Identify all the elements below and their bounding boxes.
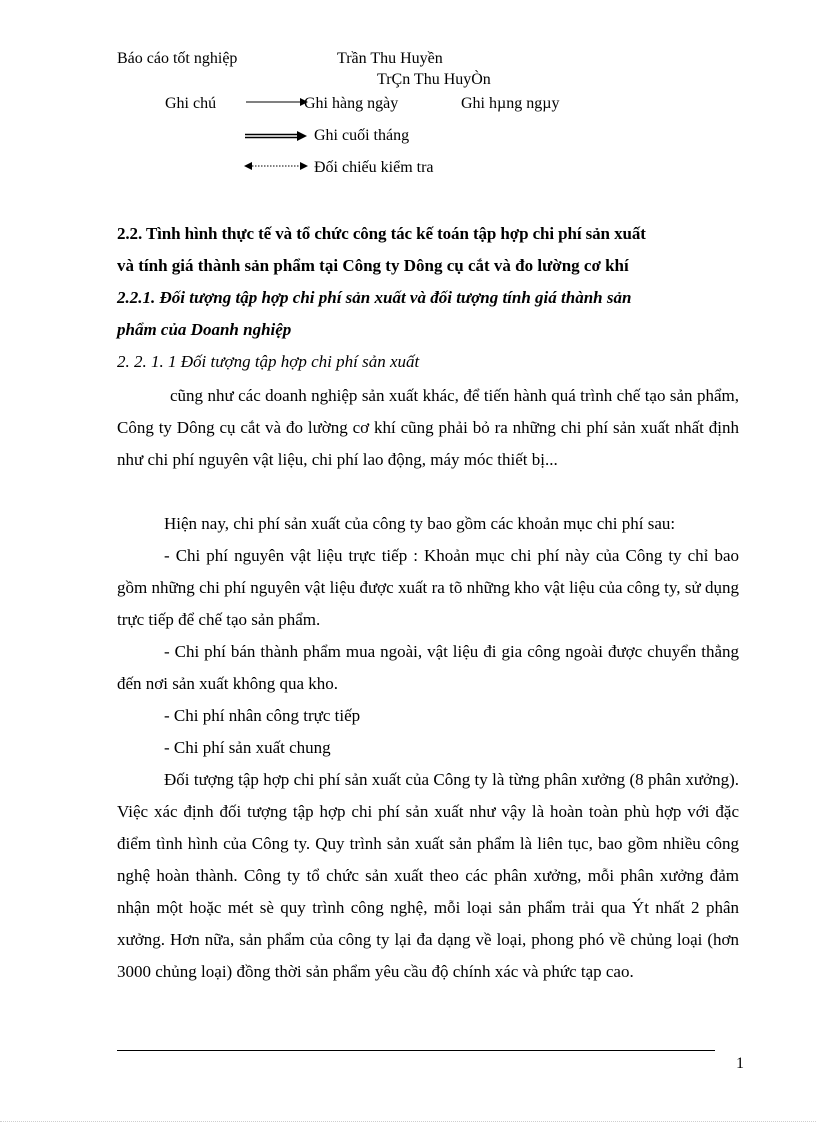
section-heading-line2: và tính giá thành sản phẩm tại Công ty Dông cụ cắt và đo lường cơ khí bbox=[117, 256, 629, 275]
subsection-heading-line2: phẩm của Doanh nghiệp bbox=[117, 320, 292, 339]
paragraph-overhead: - Chi phí sản xuất chung bbox=[164, 738, 331, 757]
header-left: Báo cáo tốt nghiệp bbox=[117, 50, 238, 67]
header-author: Trần Thu Huyền bbox=[337, 50, 443, 67]
section-heading-line1: 2.2. Tình hình thực tế và tổ chức công tác kế toán tập hợp chi phí sản xuất bbox=[117, 224, 646, 243]
paragraph-direct-labor: - Chi phí nhân công trực tiếp bbox=[164, 706, 361, 725]
subsection-heading-line1: 2.2.1. Đối tượng tập hợp chi phí sản xuất và đối tượng tính giá thành sản bbox=[117, 288, 632, 307]
legend-daily: Ghi hàng ngày bbox=[304, 95, 399, 112]
legend-check: Đối chiếu kiểm tra bbox=[314, 159, 434, 176]
thin-arrow-icon bbox=[246, 96, 308, 108]
paragraph-cost-objects: Đối tượng tập hợp chi phí sản xuất của Công ty là từng phân xưởng (8 phân xưởng). Việc xác định đối tượng tập hợp chi phí sản xuất như vậy là hoàn toàn phù hợp với đặc điểm tình hình của Công ty. Quy trình sản xuất sản phẩm là liên tục, bao gồm nhiều công nghệ hoàn thành. Công ty tổ chức sản xuất theo các phân xưởng, mỗi phân xưởng đảm nhận một hoặc mét sè quy trình công nghệ, mỗi loại sản phẩm trải qua Ýt nhất 2 phân xưởng. Hơn nữa, sản phẩm của công ty lại đa dạng về loại, phong phó về chủng loại (hơn 3000 chủng loại) đồng thời sản phẩm yêu cầu độ chính xác và phức tạp cao. bbox=[117, 770, 739, 981]
legend-month-end: Ghi cuối tháng bbox=[314, 127, 410, 144]
paragraph-intro: cũng như các doanh nghiệp sản xuất khác, để tiến hành quá trình chế tạo sản phẩm, Công ty Dông cụ cắt và đo lường cơ khí cũng phải bỏ ra những chi phí sản xuất nhất định như chi phí nguyên vật liệu, chi phí lao động, máy móc thiết bị... bbox=[117, 386, 739, 469]
header-author-garbled: TrÇn Thu HuyÒn bbox=[377, 71, 491, 88]
subsubsection-heading: 2. 2. 1. 1 Đối tượng tập hợp chi phí sản xuất bbox=[117, 352, 420, 371]
paragraph-direct-materials: - Chi phí nguyên vật liệu trực tiếp : Khoản mục chi phí này của Công ty chỉ bao gồm những chi phí nguyên vật liệu được xuất ra tõ những kho vật liệu của công ty, sử dụng trực tiếp để chế tạo sản phẩm. bbox=[117, 546, 739, 629]
paragraph-cost-items: Hiện nay, chi phí sản xuất của công ty bao gồm các khoản mục chi phí sau: bbox=[164, 514, 676, 533]
page-number: 1 bbox=[736, 1055, 744, 1072]
footer-rule bbox=[117, 1050, 715, 1051]
double-arrow-icon bbox=[245, 130, 307, 142]
paragraph-semi-finished: - Chi phí bán thành phẩm mua ngoài, vật liệu đi gia công ngoài được chuyển thẳng đến nơi sản xuất không qua kho. bbox=[117, 642, 739, 693]
legend-note-label: Ghi chú bbox=[165, 95, 217, 112]
legend-daily-garbled: Ghi hµng ngµy bbox=[461, 95, 560, 112]
page-bottom-separator bbox=[0, 1121, 816, 1122]
dotted-double-arrow-icon bbox=[244, 160, 308, 172]
